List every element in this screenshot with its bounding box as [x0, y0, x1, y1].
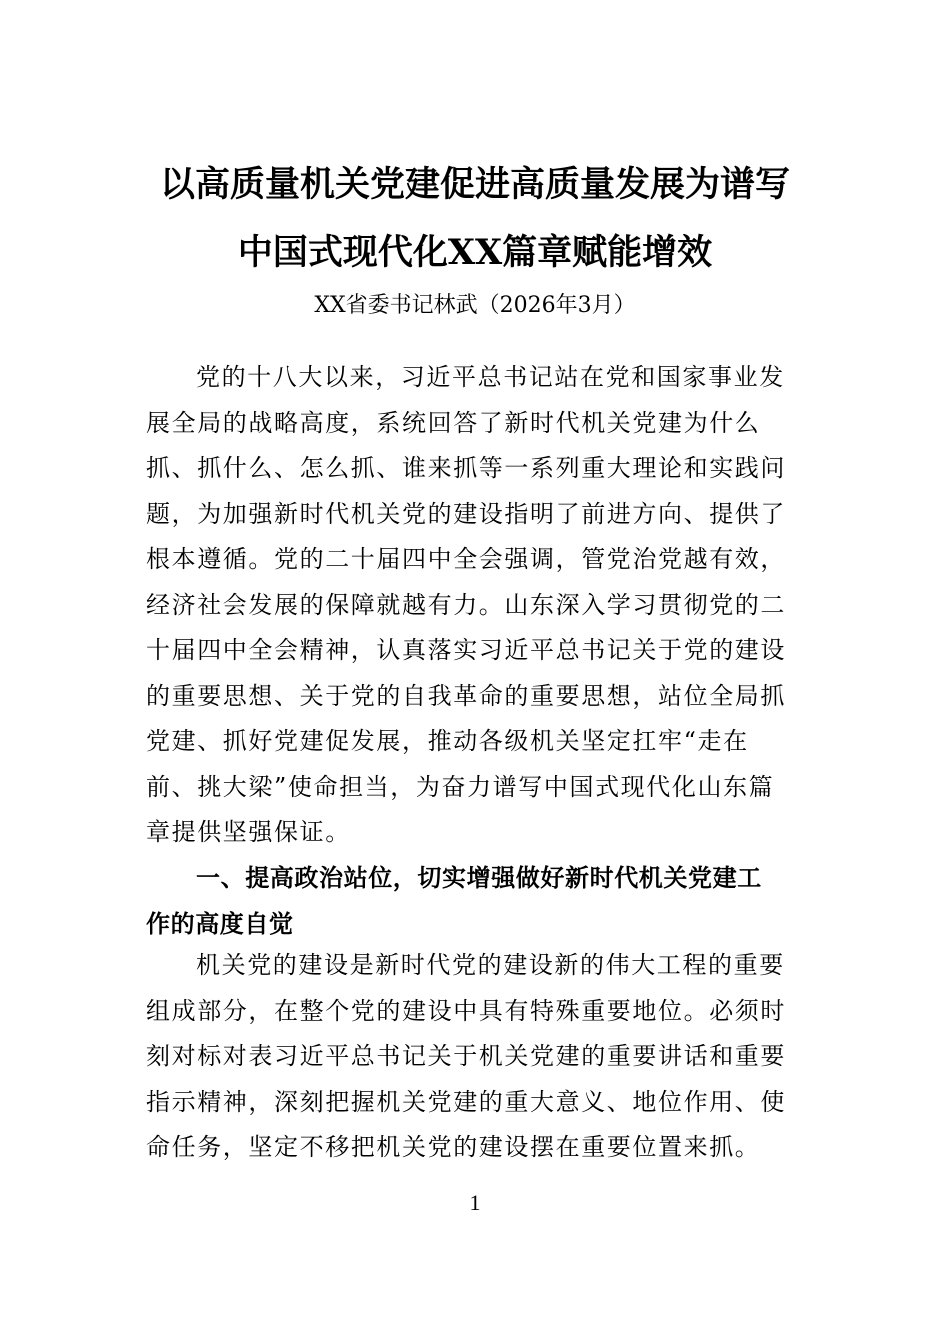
- author-byline: XX省委书记林武（2026年3月）: [314, 293, 636, 318]
- paragraph-line: 抓、抓什么、怎么抓、谁来抓等一系列重大理论和实践问: [146, 454, 786, 482]
- paragraph-line: 前、挑大梁”使命担当，为奋力谱写中国式现代化山东篇: [146, 772, 775, 801]
- paragraph-line: 题，为加强新时代机关党的建设指明了前进方向、提供了: [146, 499, 786, 528]
- paragraph-line: 党建、抓好党建促发展，推动各级机关坚定扛牢“走在: [146, 727, 749, 755]
- page-number: 1: [469, 1190, 481, 1215]
- paragraph-line: 机关党的建设是新时代党的建设新的伟大工程的重要: [196, 951, 785, 979]
- paragraph-line: 指示精神，深刻把握机关党建的重大意义、地位作用、使: [146, 1087, 786, 1116]
- paragraph-line: 命任务，坚定不移把机关党的建设摆在重要位置来抓。: [146, 1133, 761, 1161]
- paragraph-line: 十届四中全会精神，认真落实习近平总书记关于党的建设: [146, 636, 786, 664]
- paragraph-section-1: [146, 943, 786, 1171]
- paragraph-line: 的重要思想、关于党的自我革命的重要思想，站位全局抓: [146, 681, 786, 710]
- paragraph-line: 刻对标对表习近平总书记关于机关党建的重要讲话和重要: [146, 1042, 786, 1070]
- paragraph-line: 展全局的战略高度，系统回答了新时代机关党建为什么: [146, 408, 761, 437]
- paragraph-line: 组成部分，在整个党的建设中具有特殊重要地位。必须时: [146, 996, 786, 1025]
- paragraph-line: 经济社会发展的保障就越有力。山东深入学习贯彻党的二: [146, 590, 786, 619]
- paragraph-line: 根本遵循。党的二十届四中全会强调，管党治党越有效，: [146, 545, 786, 573]
- heading-line: 作的高度自觉: [146, 909, 294, 938]
- paragraph-line: 章提供坚强保证。: [146, 818, 351, 846]
- document-title-line-2: 中国式现代化XX篇章赋能增效: [237, 232, 713, 273]
- section-heading-1: [146, 856, 786, 947]
- document-title-line-1: 以高质量机关党建促进高质量发展为谱写: [159, 164, 790, 205]
- heading-line: 一、提高政治站位，切实增强做好新时代机关党建工: [196, 864, 762, 892]
- paragraph-line: 党的十八大以来，习近平总书记站在党和国家事业发: [196, 363, 785, 391]
- paragraph-intro: [146, 355, 786, 856]
